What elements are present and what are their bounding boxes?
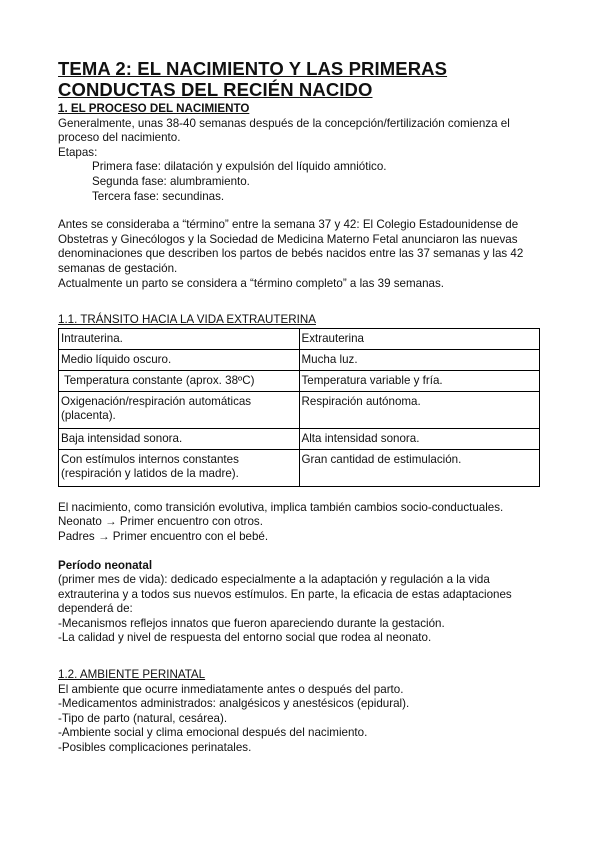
neonatal-list-item: -La calidad y nivel de respuesta del entorno social que rodea al neonato. [58, 631, 432, 645]
document-title [58, 58, 548, 100]
etapas-label: Etapas: [58, 145, 98, 159]
table-cell: Respiración autónoma. [299, 391, 540, 428]
transition-paragraph: El nacimiento, como transición evolutiva, implica también cambios socio-conductuales. [58, 500, 504, 514]
title-line-1: TEMA 2: EL NACIMIENTO Y LAS PRIMERAS [58, 58, 448, 79]
neonatal-heading: Período neonatal [58, 558, 153, 572]
perinatal-list-item: -Posibles complicaciones perinatales. [58, 741, 252, 755]
comparison-table [58, 328, 540, 487]
spacer [58, 646, 548, 660]
neonatal-list-item: -Mecanismos reflejos innatos que fueron apareciendo durante la gestación. [58, 616, 445, 630]
perinatal-list-item: -Tipo de parto (natural, cesárea). [58, 711, 228, 725]
title-line-2: CONDUCTAS DEL RECIÉN NACIDO [58, 79, 373, 100]
table-cell: Intrauterina. [59, 328, 300, 349]
table-cell: Temperatura constante (aprox. 38ºC) [59, 370, 300, 391]
table-cell: Alta intensidad sonora. [299, 428, 540, 449]
etapa-item: Tercera fase: secundinas. [92, 189, 225, 203]
table-row [59, 391, 540, 428]
table-cell: Temperatura variable y fría. [299, 370, 540, 391]
section-1-1-heading: 1.1. TRÁNSITO HACIA LA VIDA EXTRAUTERINA [58, 313, 316, 327]
perinatal-intro: El ambiente que ocurre inmediatamente antes o después del parto. [58, 682, 404, 696]
perinatal-list-item: -Medicamentos administrados: analgésicos y anestésicos (epidural). [58, 697, 410, 711]
etapa-item: Segunda fase: alumbramiento. [92, 174, 250, 188]
spacer [58, 305, 548, 313]
spacer [58, 545, 548, 559]
section-1-2-heading: 1.2. AMBIENTE PERINATAL [58, 668, 206, 682]
table-cell: Con estímulos internos constantes (respiración y latidos de la madre). [59, 449, 300, 486]
table-cell: Oxigenación/respiración automáticas (placenta). [59, 391, 300, 428]
table-cell: Baja intensidad sonora. [59, 428, 300, 449]
termino-completo-paragraph: Actualmente un parto se considera a “término completo” a las 39 semanas. [58, 276, 445, 290]
section-1-intro: Generalmente, unas 38-40 semanas después de la concepción/fertilización comienza el proceso del nacimiento. [58, 116, 510, 145]
spacer [58, 204, 548, 218]
table-row [59, 449, 540, 486]
section-1-heading: 1. EL PROCESO DEL NACIMIENTO [58, 102, 250, 115]
table-row [59, 349, 540, 370]
table-cell: Mucha luz. [299, 349, 540, 370]
spacer [58, 291, 548, 305]
table-row [59, 370, 540, 391]
etapa-item: Primera fase: dilatación y expulsión del líquido amniótico. [92, 160, 387, 174]
spacer [58, 660, 548, 668]
perinatal-list-item: -Ambiente social y clima emocional después del nacimiento. [58, 726, 368, 740]
table-cell: Gran cantidad de estimulación. [299, 449, 540, 486]
table-row [59, 428, 540, 449]
neonato-line: Neonato → Primer encuentro con otros. [58, 515, 263, 529]
spacer [58, 487, 548, 501]
document-page [58, 58, 548, 756]
table-cell: Extrauterina [299, 328, 540, 349]
termino-paragraph: Antes se consideraba a “término” entre la semana 37 y 42: El Colegio Estadounidense de Obstetras y Ginecólogos y la Sociedad de Medicina Materno Fetal anunciaron las nuevas denominaciones que describen los partos de bebés nacidos entre las 37 semanas y las 42 semanas de gestación. [58, 218, 524, 275]
table-row [59, 328, 540, 349]
padres-line: Padres → Primer encuentro con el bebé. [58, 529, 269, 543]
neonatal-paragraph: (primer mes de vida): dedicado especialmente a la adaptación y regulación a la vida extrauterina y a todos sus nuevos estímulos. En parte, la eficacia de estas adaptaciones dependerá de: [58, 573, 512, 616]
table-cell: Medio líquido oscuro. [59, 349, 300, 370]
